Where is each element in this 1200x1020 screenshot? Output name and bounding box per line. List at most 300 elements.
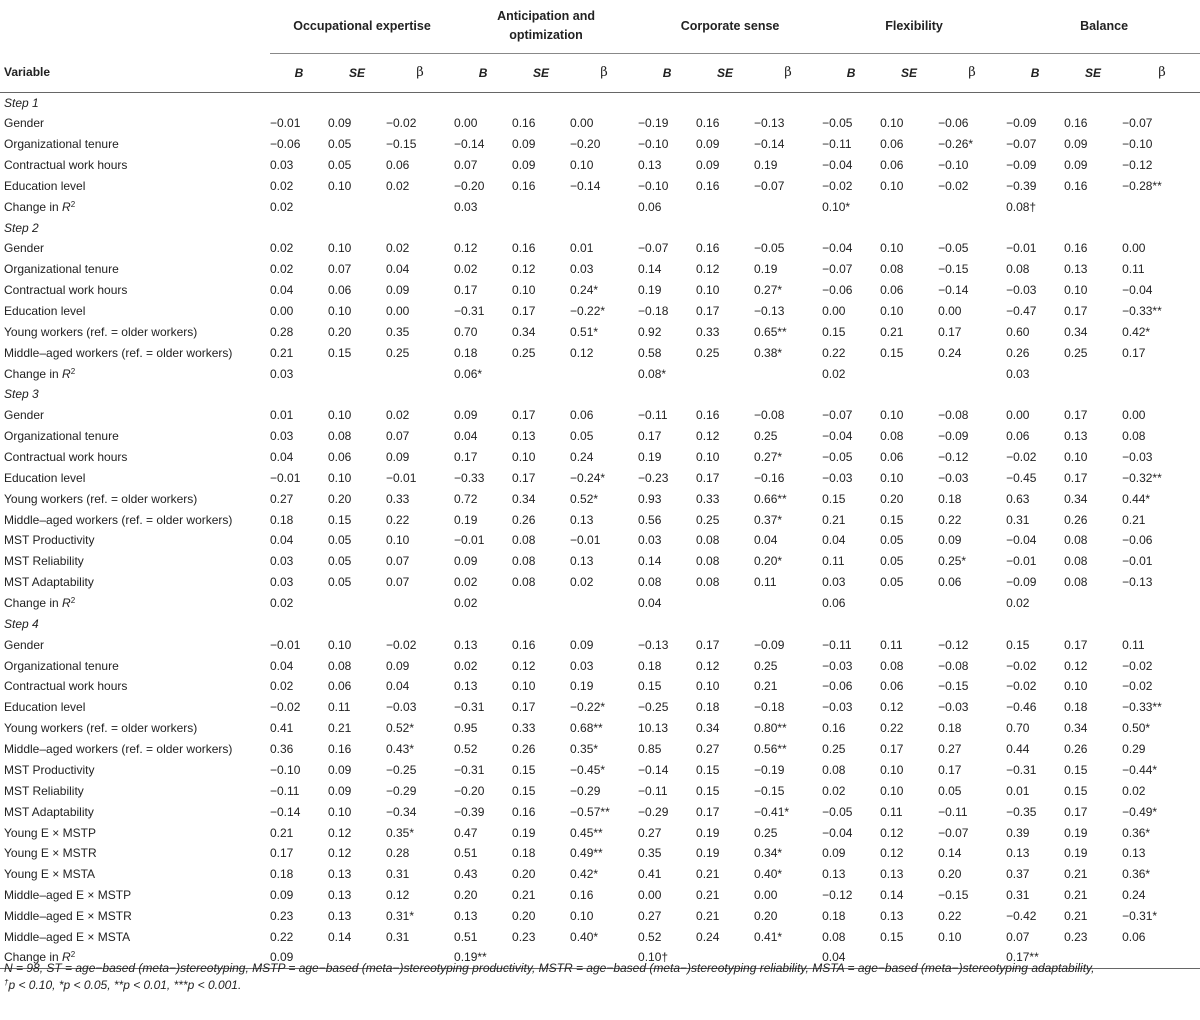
table-cell: 0.06 <box>822 596 846 611</box>
table-cell: 0.17 <box>638 429 662 444</box>
table-cell: 0.52* <box>386 721 415 736</box>
table-cell: −0.08 <box>938 658 969 673</box>
table-cell: −0.04 <box>1122 283 1153 298</box>
table-cell: 0.10 <box>880 178 904 193</box>
table-cell: 0.16 <box>696 241 720 256</box>
table-cell: −0.08 <box>938 408 969 423</box>
table-cell: −0.15 <box>938 262 969 277</box>
table-cell: 0.00 <box>270 304 294 319</box>
row-label: Education level <box>4 178 86 193</box>
row-label: Young workers (ref. = older workers) <box>4 324 198 339</box>
table-cell: 0.09 <box>270 947 328 968</box>
table-cell: 0.09 <box>512 137 536 152</box>
table-cell: −0.01 <box>454 533 485 548</box>
table-cell: −0.13 <box>754 116 785 131</box>
table-cell: 0.17 <box>938 762 962 777</box>
table-cell: 0.09 <box>570 637 594 652</box>
table-cell: 0.06 <box>386 158 410 172</box>
table-cell: 0.13 <box>1122 846 1146 861</box>
table-cell: 0.21 <box>270 825 294 840</box>
table-cell: 0.05 <box>880 554 904 569</box>
table-cell: 0.04 <box>270 450 294 465</box>
table-cell: 0.10 <box>696 283 720 298</box>
table-cell: 0.49** <box>570 846 603 861</box>
table-cell: 0.13 <box>454 637 478 652</box>
step-label: Step 4 <box>4 616 39 631</box>
table-cell <box>880 363 938 384</box>
table-cell: −0.02 <box>1006 658 1037 673</box>
table-row <box>0 405 1200 426</box>
table-cell: −0.14 <box>270 804 301 819</box>
table-cell: 0.08 <box>1064 575 1088 590</box>
col-b: B <box>638 53 696 92</box>
group-header-row <box>0 0 1200 53</box>
table-cell: 0.19 <box>696 825 720 840</box>
table-cell: 0.24 <box>570 450 594 465</box>
table-cell: −0.28** <box>1122 178 1162 193</box>
table-cell: −0.02 <box>270 700 301 715</box>
group-header-occupational-expertise: Occupational expertise <box>270 0 454 53</box>
table-cell: 0.10 <box>880 762 904 777</box>
table-cell: 0.05 <box>938 783 962 798</box>
row-label: Education level <box>4 470 86 485</box>
table-footnote <box>4 960 1196 994</box>
table-cell: 0.06 <box>328 450 352 465</box>
table-cell: 0.14 <box>638 554 662 569</box>
table-cell: 0.08 <box>696 533 720 548</box>
table-cell: 0.00 <box>454 116 478 131</box>
table-cell: 0.17 <box>696 637 720 652</box>
table-cell: 0.51 <box>454 929 478 944</box>
table-cell: 0.12 <box>880 825 904 840</box>
table-cell: 0.13 <box>880 908 904 923</box>
table-cell: −0.06 <box>938 116 969 131</box>
table-cell: 0.10 <box>880 783 904 798</box>
table-cell: 0.22 <box>270 929 294 944</box>
table-cell: 0.56 <box>638 512 662 527</box>
table-cell: −0.33** <box>1122 700 1162 715</box>
table-cell: 0.20 <box>880 491 904 506</box>
table-cell: 0.11 <box>822 554 845 569</box>
table-cell: 0.31 <box>386 867 410 882</box>
table-cell: 0.02 <box>454 658 478 673</box>
table-cell: −0.26* <box>938 137 974 152</box>
table-cell <box>512 363 570 384</box>
table-cell: 0.00 <box>1122 408 1146 423</box>
table-cell: −0.06 <box>822 283 853 298</box>
change-r2-row <box>0 363 1200 384</box>
table-cell: 0.17 <box>454 283 478 298</box>
table-cell: 0.14 <box>938 846 962 861</box>
table-cell: −0.09 <box>1006 116 1037 131</box>
table-cell: 0.36 <box>270 742 294 757</box>
step-row <box>0 613 1200 634</box>
step-label: Step 3 <box>4 387 39 402</box>
table-cell: 0.37* <box>754 512 783 527</box>
table-cell: 0.08 <box>1122 429 1146 444</box>
table-cell: −0.02 <box>822 178 853 193</box>
table-cell: 0.08 <box>1006 262 1030 277</box>
table-body <box>0 92 1200 968</box>
table-cell: 0.80** <box>754 721 787 736</box>
table-cell: 0.06 <box>880 450 904 465</box>
table-cell: 0.21 <box>696 888 720 903</box>
table-cell: 0.09 <box>328 783 352 798</box>
table-cell: 0.19** <box>454 947 512 968</box>
table-row <box>0 822 1200 843</box>
table-cell: 0.03 <box>270 158 294 172</box>
table-cell: −0.44* <box>1122 762 1158 777</box>
change-label-text: Change in <box>4 950 63 965</box>
table-cell: 0.03 <box>1006 366 1030 381</box>
table-cell: 0.44 <box>1006 742 1030 757</box>
table-cell: 0.18 <box>938 721 962 736</box>
table-cell: −0.11 <box>638 783 668 798</box>
table-cell: 0.18 <box>638 658 662 673</box>
table-cell: 0.37 <box>1006 867 1030 882</box>
table-cell: 0.05 <box>328 533 352 548</box>
table-cell: −0.07 <box>1122 116 1153 131</box>
change-r2-row <box>0 593 1200 614</box>
table-cell: 0.03 <box>570 262 594 277</box>
table-cell: 0.10 <box>328 408 352 423</box>
table-cell: 0.22 <box>822 345 846 360</box>
table-cell: 0.19 <box>512 825 536 840</box>
table-cell: 0.00 <box>1006 408 1030 423</box>
table-cell: 0.05 <box>328 158 352 172</box>
table-cell: 0.41* <box>754 929 783 944</box>
table-cell: 0.08 <box>696 575 720 590</box>
row-label: Gender <box>4 116 45 131</box>
table-cell: 0.35* <box>570 742 599 757</box>
table-cell: −0.01 <box>270 116 301 131</box>
table-cell <box>938 593 1006 614</box>
table-cell: 0.21 <box>696 867 720 882</box>
row-label: Young workers (ref. = older workers) <box>4 491 198 506</box>
table-cell: 0.10 <box>328 637 352 652</box>
table-cell: 0.23 <box>512 929 536 944</box>
table-cell: 0.13 <box>570 512 594 527</box>
table-row <box>0 739 1200 760</box>
table-cell: 0.15 <box>638 679 662 694</box>
table-cell: −0.15 <box>938 679 969 694</box>
table-cell: 0.06 <box>570 408 594 423</box>
table-cell: 0.05 <box>328 554 352 569</box>
table-cell: 0.28 <box>386 846 410 861</box>
r-symbol: R <box>62 596 71 611</box>
table-cell: 0.03 <box>822 575 846 590</box>
table-cell: −0.02 <box>386 116 417 131</box>
col-b: B <box>270 53 328 92</box>
table-cell: −0.11 <box>270 783 300 798</box>
table-cell: 0.11 <box>328 700 351 715</box>
table-row <box>0 238 1200 259</box>
table-cell: 0.17 <box>1064 637 1088 652</box>
table-cell: −0.07 <box>822 408 853 423</box>
row-label: Middle–aged E × MSTR <box>4 908 132 923</box>
table-cell: 0.15 <box>512 762 536 777</box>
table-cell: −0.18 <box>638 304 669 319</box>
table-cell: 0.16 <box>1064 178 1088 193</box>
table-cell: 0.21 <box>512 888 536 903</box>
table-cell: 0.10 <box>570 908 594 923</box>
table-cell: 0.00 <box>938 304 962 319</box>
table-cell: 0.52 <box>638 929 662 944</box>
table-cell: −0.35 <box>1006 804 1037 819</box>
table-cell: 0.24* <box>570 283 599 298</box>
table-cell: −0.05 <box>938 241 969 256</box>
table-cell: 0.16 <box>1064 116 1088 131</box>
table-cell: −0.12 <box>938 450 969 465</box>
table-cell: 0.08 <box>822 762 846 777</box>
table-cell: 0.35* <box>386 825 415 840</box>
table-cell: 0.02 <box>270 596 294 611</box>
table-cell: 0.16 <box>696 178 720 193</box>
table-cell: 0.15 <box>696 762 720 777</box>
table-cell: −0.02 <box>1122 658 1153 673</box>
table-cell: 0.17 <box>270 846 294 861</box>
row-label: Middle–aged workers (ref. = older workers) <box>4 345 233 360</box>
table-cell: −0.11 <box>822 637 852 652</box>
table-cell: −0.03 <box>822 658 853 673</box>
row-label: Gender <box>4 408 45 423</box>
r-squared-exponent: 2 <box>70 950 76 960</box>
table-cell: −0.02 <box>938 178 969 193</box>
table-cell: 0.04 <box>270 658 294 673</box>
table-cell: 0.11 <box>1122 637 1145 652</box>
table-cell: 0.17 <box>1064 804 1088 819</box>
group-header-anticipation-optimization: Anticipation and optimization <box>454 0 638 53</box>
table-cell <box>1122 363 1200 384</box>
table-cell: 0.33 <box>696 491 720 506</box>
table-cell: 0.05 <box>880 533 904 548</box>
table-cell: −0.03 <box>1122 450 1153 465</box>
table-cell <box>696 196 754 217</box>
table-cell: −0.47 <box>1006 304 1037 319</box>
table-cell: 0.00 <box>1122 241 1146 256</box>
table-cell: −0.20 <box>454 178 485 193</box>
table-row <box>0 467 1200 488</box>
table-cell: 0.04 <box>386 679 410 694</box>
change-r2-row <box>0 196 1200 217</box>
table-cell: 0.02 <box>270 241 294 256</box>
step-row <box>0 92 1200 113</box>
table-cell: 0.06 <box>1006 429 1030 444</box>
table-cell: −0.16 <box>754 470 785 485</box>
table-cell: 0.10 <box>1064 283 1088 298</box>
table-cell: 0.21 <box>1064 908 1088 923</box>
change-label-text: Change in <box>4 596 63 611</box>
table-cell: −0.03 <box>822 700 853 715</box>
table-row <box>0 843 1200 864</box>
row-label: Contractual work hours <box>4 450 128 465</box>
table-cell: 0.25 <box>1064 345 1088 360</box>
table-cell: −0.11 <box>822 137 852 152</box>
table-cell: −0.08 <box>754 408 785 423</box>
table-cell: 0.08 <box>880 658 904 673</box>
table-cell: 0.11 <box>1122 262 1145 277</box>
table-cell: 0.02 <box>386 408 410 423</box>
table-cell: 0.13 <box>1064 429 1088 444</box>
table-cell: −0.04 <box>822 158 853 172</box>
group-header-corporate-sense: Corporate sense <box>638 0 822 53</box>
table-cell: −0.10 <box>938 158 969 172</box>
table-cell: 0.06 <box>880 158 904 172</box>
dagger-symbol: † <box>4 978 9 987</box>
table-cell: 0.13 <box>570 554 594 569</box>
table-row <box>0 885 1200 906</box>
table-cell: 0.08 <box>512 533 536 548</box>
table-row <box>0 175 1200 196</box>
table-cell: 0.85 <box>638 742 662 757</box>
col-beta: β <box>754 53 822 92</box>
table-cell: −0.07 <box>822 262 853 277</box>
table-cell: 0.19 <box>454 512 478 527</box>
table-cell: 0.21 <box>696 908 720 923</box>
table-cell: 0.45** <box>570 825 603 840</box>
table-cell: 0.52 <box>454 742 478 757</box>
table-cell: −0.14 <box>754 137 785 152</box>
table-cell <box>754 196 822 217</box>
table-cell: 0.39 <box>1006 825 1030 840</box>
table-cell: 0.20 <box>512 867 536 882</box>
table-cell: 0.08 <box>1064 533 1088 548</box>
table-cell: 0.36* <box>1122 825 1151 840</box>
table-cell: 0.27* <box>754 450 783 465</box>
table-cell: −0.24* <box>570 470 606 485</box>
table-cell: 0.63 <box>1006 491 1030 506</box>
table-cell: 0.44* <box>1122 491 1151 506</box>
table-row <box>0 760 1200 781</box>
table-cell: 0.16 <box>512 804 536 819</box>
table-cell: −0.31 <box>454 762 485 777</box>
r-symbol: R <box>62 950 71 965</box>
table-cell: 0.15 <box>512 783 536 798</box>
table-cell: 0.17 <box>880 742 904 757</box>
table-row <box>0 113 1200 134</box>
table-cell: −0.31 <box>454 700 485 715</box>
table-cell: 0.20 <box>454 888 478 903</box>
table-cell: 0.43* <box>386 742 415 757</box>
table-cell <box>328 196 386 217</box>
row-label: MST Reliability <box>4 554 84 569</box>
table-cell: −0.10 <box>638 178 669 193</box>
table-cell: −0.10 <box>1122 137 1153 152</box>
table-cell: 0.08 <box>880 429 904 444</box>
row-label: MST Productivity <box>4 533 95 548</box>
table-cell: 0.26 <box>512 742 536 757</box>
table-cell: −0.09 <box>1006 575 1037 590</box>
table-cell: 0.16 <box>328 742 352 757</box>
row-label: Middle–aged workers (ref. = older workers) <box>4 512 233 527</box>
table-cell: 0.26 <box>1064 512 1088 527</box>
table-cell: −0.49* <box>1122 804 1158 819</box>
row-label: MST Adaptability <box>4 804 94 819</box>
table-cell: −0.23 <box>638 470 669 485</box>
table-cell: 0.10 <box>328 178 352 193</box>
table-cell: 0.09 <box>696 158 720 172</box>
table-cell: −0.06 <box>270 137 301 152</box>
change-label-text: Change in <box>4 199 63 214</box>
table-cell: 0.04 <box>638 596 662 611</box>
table-cell: −0.04 <box>1006 533 1037 548</box>
table-cell: 0.17 <box>1064 408 1088 423</box>
table-cell: 0.21 <box>270 345 294 360</box>
table-cell: −0.01 <box>1006 554 1037 569</box>
table-cell: 0.05 <box>570 429 594 444</box>
table-cell: 0.13 <box>638 158 662 172</box>
row-label: Contractual work hours <box>4 158 128 172</box>
table-cell: 0.02 <box>1122 783 1146 798</box>
table-cell <box>328 363 386 384</box>
table-cell: 0.33 <box>386 491 410 506</box>
table-cell: −0.32** <box>1122 470 1162 485</box>
table-cell: 0.26 <box>1064 742 1088 757</box>
table-cell: 0.07 <box>386 429 410 444</box>
table-cell: −0.14 <box>638 762 669 777</box>
table-cell: 0.15 <box>1006 637 1030 652</box>
table-cell: 0.66** <box>754 491 787 506</box>
table-cell: 0.17 <box>454 450 478 465</box>
table-cell: −0.13 <box>754 304 785 319</box>
col-beta: β <box>570 53 638 92</box>
table-cell: 0.21 <box>754 679 778 694</box>
table-cell: 0.27 <box>270 491 294 506</box>
table-cell: 0.35 <box>386 324 410 339</box>
table-row <box>0 676 1200 697</box>
group-header-flexibility: Flexibility <box>822 0 1006 53</box>
row-label: Middle–aged E × MSTP <box>4 888 132 903</box>
table-cell: 0.15 <box>696 783 720 798</box>
table-cell: 0.02 <box>270 178 294 193</box>
table-cell: 0.25 <box>822 742 846 757</box>
row-label: MST Productivity <box>4 762 95 777</box>
table-cell: 0.58 <box>638 345 662 360</box>
table-cell: −0.31 <box>454 304 485 319</box>
table-cell: −0.14 <box>570 178 601 193</box>
table-cell: 0.12 <box>512 658 536 673</box>
table-cell: 0.10 <box>1064 679 1088 694</box>
table-cell: 0.25 <box>754 825 778 840</box>
table-cell: 0.06 <box>880 137 904 152</box>
row-label: Organizational tenure <box>4 658 119 673</box>
table-cell: 0.21 <box>1064 867 1088 882</box>
change-label-text: Change in <box>4 366 63 381</box>
col-beta: β <box>386 53 454 92</box>
table-cell: 0.10* <box>822 199 851 214</box>
table-cell: 0.08 <box>512 554 536 569</box>
table-cell: −0.07 <box>1006 137 1037 152</box>
table-cell: 0.07 <box>454 158 478 172</box>
table-cell: 0.20 <box>328 491 352 506</box>
table-cell <box>880 196 938 217</box>
table-cell: 0.31* <box>386 908 415 923</box>
table-cell: 0.31 <box>1006 888 1030 903</box>
table-cell: 0.40* <box>754 867 783 882</box>
table-cell: 0.16 <box>696 116 720 131</box>
row-label: MST Adaptability <box>4 575 94 590</box>
footnote-line-1: N = 98, ST = age−based (meta−)stereotyping, MSTP = age−based (meta−)stereotyping productivity, MSTR = age−based (meta−)stereotyping reliability, MSTA = age−based (meta−)stereotyping adaptability, <box>4 961 1095 975</box>
table-cell: 0.06 <box>328 679 352 694</box>
table-cell <box>754 593 822 614</box>
table-cell: 0.04 <box>754 533 778 548</box>
col-b: B <box>822 53 880 92</box>
table-cell: 0.10 <box>880 304 904 319</box>
table-cell: 0.10 <box>1064 450 1088 465</box>
step-label: Step 2 <box>4 220 39 235</box>
table-cell: 0.19 <box>638 450 662 465</box>
table-cell: 0.12 <box>570 345 594 360</box>
